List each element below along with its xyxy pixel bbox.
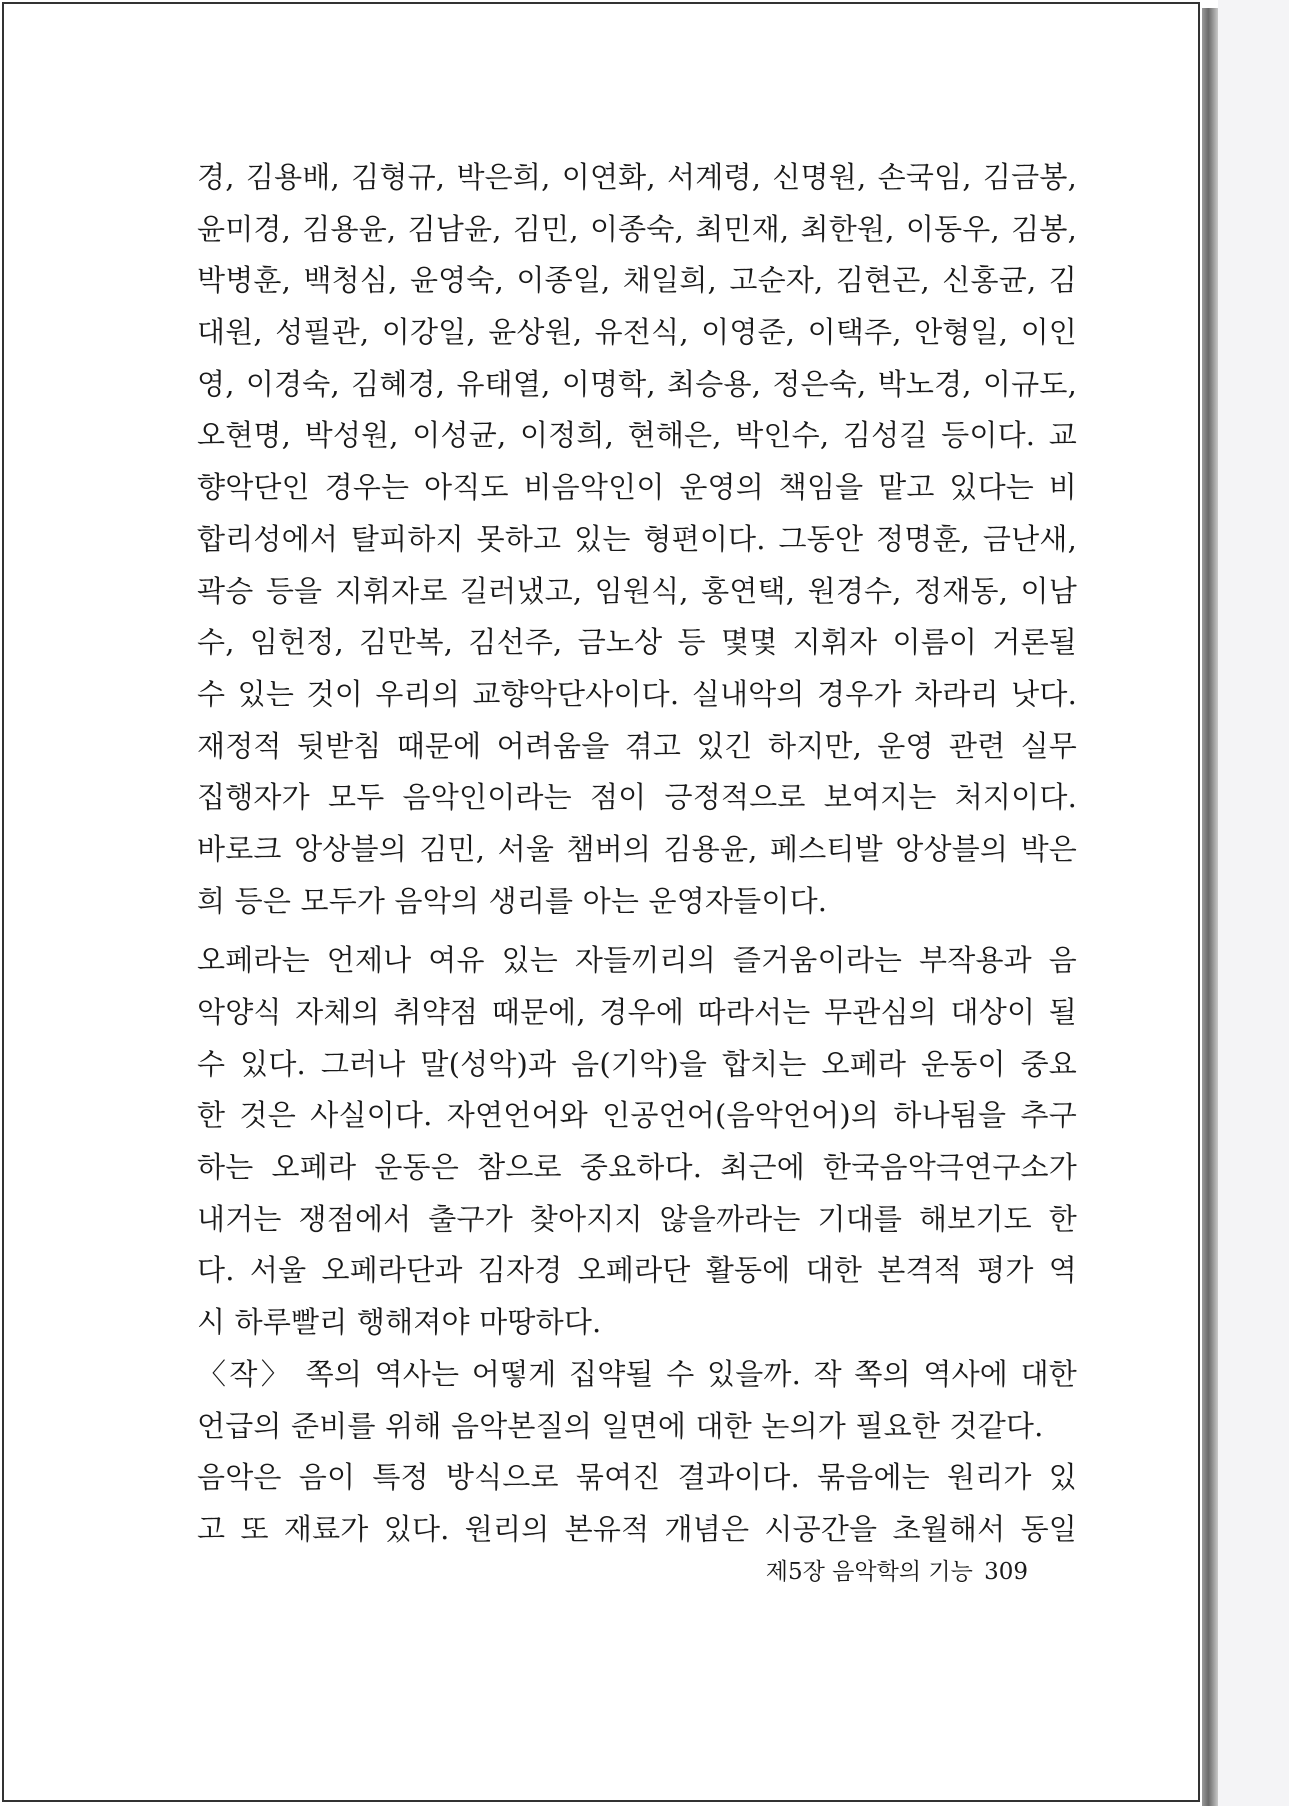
text-line: 음악은 음이 특정 방식으로 묶여진 결과이다. 묶음에는 원리가 있 [197, 1460, 1077, 1495]
text-line: 고 또 재료가 있다. 원리의 본유적 개념은 시공간을 초월해서 동일 [197, 1511, 1077, 1546]
text-line: 내거는 쟁점에서 출구가 찾아지지 않을까라는 기대를 해보기도 한 [197, 1201, 1077, 1236]
paragraph-3 [197, 1349, 1077, 1452]
book-page [2, 2, 1200, 1802]
text-line: 경, 김용배, 김형규, 박은희, 이연화, 서계령, 신명원, 손국임, 김금봉, [197, 160, 1077, 194]
page-footer [762, 1553, 1028, 1586]
text-line: 대원, 성필관, 이강일, 윤상원, 유전식, 이영준, 이택주, 안형일, 이인 [197, 315, 1077, 350]
text-line: 수 있는 것이 우리의 교향악단사이다. 실내악의 경우가 차라리 낫다. [197, 676, 1077, 711]
text-line: 수, 임헌정, 김만복, 김선주, 금노상 등 몇몇 지휘자 이름이 거론될 [197, 625, 1077, 660]
text-line: 다. 서울 오페라단과 김자경 오페라단 활동에 대한 본격적 평가 역 [197, 1253, 1077, 1288]
text-line: 오페라는 언제나 여유 있는 자들끼리의 즐거움이라는 부작용과 음 [197, 943, 1077, 978]
paragraph-2 [197, 935, 1077, 1349]
text-line: 합리성에서 탈피하지 못하고 있는 형편이다. 그동안 정명훈, 금난새, [197, 521, 1077, 556]
text-line: 악양식 자체의 취약점 때문에, 경우에 따라서는 무관심의 대상이 될 [197, 995, 1077, 1029]
text-line: 영, 이경숙, 김혜경, 유태열, 이명학, 최승용, 정은숙, 박노경, 이규도, [197, 366, 1077, 401]
text-line: 언급의 준비를 위해 음악본질의 일면에 대한 논의가 필요한 것같다. [197, 1408, 1044, 1443]
text-line: 한 것은 사실이다. 자연언어와 인공언어(음악언어)의 하나됨을 추구 [197, 1098, 1077, 1133]
text-line: 오현명, 박성원, 이성균, 이정희, 현해은, 박인수, 김성길 등이다. 교 [197, 418, 1077, 453]
viewer-background [1218, 0, 1289, 1806]
text-line: 윤미경, 김용윤, 김남윤, 김민, 이종숙, 최민재, 최한원, 이동우, 김봉, [197, 211, 1077, 246]
text-line: 박병훈, 백청심, 윤영숙, 이종일, 채일희, 고순자, 김현곤, 신홍균, 김 [197, 263, 1077, 298]
paragraph-gap [197, 927, 1077, 935]
text-line: 곽승 등을 지휘자로 길러냈고, 임원식, 홍연택, 원경수, 정재동, 이남 [197, 573, 1077, 608]
text-line: 집행자가 모두 음악인이라는 점이 긍정적으로 보여지는 처지이다. [197, 780, 1077, 815]
text-line: 하는 오페라 운동은 참으로 중요하다. 최근에 한국음악극연구소가 [197, 1150, 1077, 1185]
text-line: 재정적 뒷받침 때문에 어려움을 겪고 있긴 하지만, 운영 관련 실무 [197, 728, 1077, 763]
body-text [197, 152, 1077, 1556]
page-edge-shadow [1202, 8, 1218, 1806]
text-line: 시 하루빨리 행해져야 마땅하다. [197, 1305, 602, 1340]
text-line: 향악단인 경우는 아직도 비음악인이 운영의 책임을 맡고 있다는 비 [197, 470, 1077, 505]
chapter-title: 제5장 음악학의 기능 [765, 1559, 973, 1585]
text-line: 〈작〉 쪽의 역사는 어떻게 집약될 수 있을까. 작 쪽의 역사에 대한 [197, 1356, 1077, 1391]
page-number: 309 [984, 1559, 1028, 1585]
text-line: 수 있다. 그러나 말(성악)과 음(기악)을 합치는 오페라 운동이 중요 [197, 1046, 1077, 1081]
paragraph-4 [197, 1452, 1077, 1555]
text-line: 바로크 앙상블의 김민, 서울 챔버의 김용윤, 페스티발 앙상블의 박은 [197, 831, 1077, 866]
paragraph-1 [197, 152, 1077, 927]
text-line: 희 등은 모두가 음악의 생리를 아는 운영자들이다. [197, 883, 828, 918]
